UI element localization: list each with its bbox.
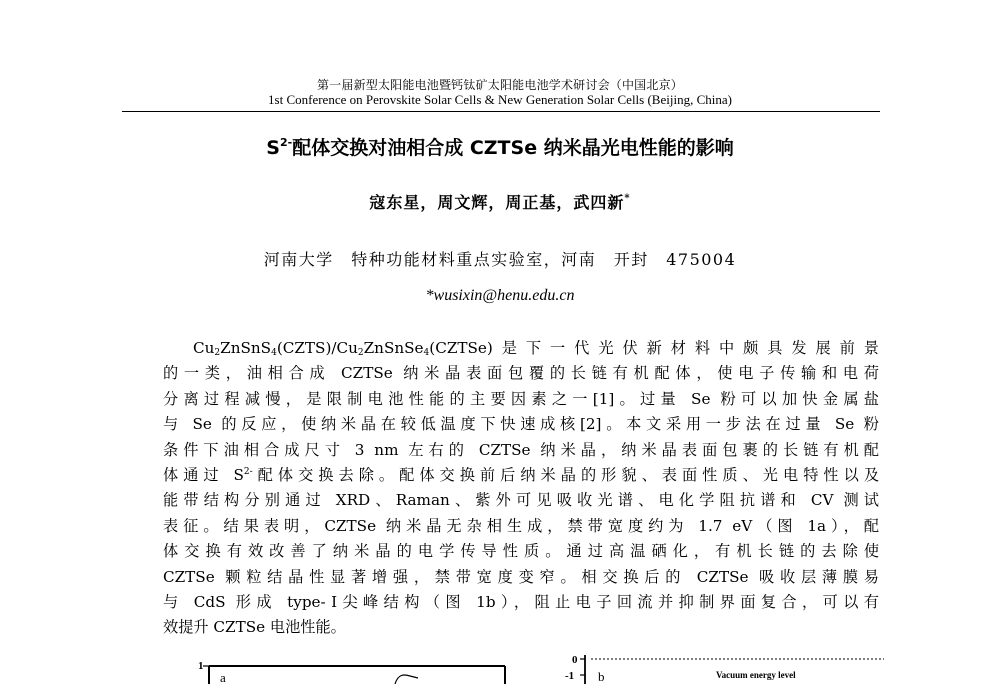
corresponding-mark: * <box>624 193 631 204</box>
abstract-line: 与 Se 的反应，使纳米晶在较低温度下快速成核[2]。本文采用一步法在过量 Se 粉 <box>163 415 879 434</box>
text-run: ZnSnSe <box>363 339 424 357</box>
figure-1a-fragment <box>190 654 510 684</box>
abstract-line <box>163 336 879 361</box>
paper-title <box>0 133 1000 160</box>
figure-a-tick-label: 1 <box>198 660 204 672</box>
figure-b-panel-label: b <box>598 669 605 684</box>
abstract-line <box>163 463 879 488</box>
text-run: (CZTS)/Cu <box>276 339 358 357</box>
figure-a-inset-curve <box>395 675 418 684</box>
affiliation: 河南大学 特种功能材料重点实验室，河南 开封 475004 <box>263 250 737 269</box>
superscript: 2- <box>243 467 253 478</box>
abstract-line: 表征。结果表明，CZTSe 纳米晶无杂相生成，禁带宽度约为 1.7 eV（图 1a），配 <box>163 516 879 535</box>
subscript: 4 <box>271 348 277 358</box>
abstract-line: 的一类，油相合成 CZTSe 纳米晶表面包覆的长链有机配体，使电子传输和电荷 <box>163 364 879 383</box>
abstract-line: 能带结构分别通过 XRD、Raman、紫外可见吸收光谱、电化学阻抗谱和 CV 测试 <box>163 491 879 510</box>
title-superscript: 2- <box>279 136 293 149</box>
header-divider <box>122 111 880 112</box>
author-names: 寇东星，周文辉，周正基，武四新 <box>369 193 625 212</box>
abstract-line: 体交换有效改善了纳米晶的电学传导性质。通过高温硒化，有机长链的去除使 <box>163 542 879 561</box>
author-list <box>0 190 1000 213</box>
text-run: 体通过 S <box>163 466 244 485</box>
figure-b-tick-minus1: -1 <box>565 670 575 682</box>
text-run: 配体交换去除。配体交换前后纳米晶的形貌、表面性质、光电特性以及 <box>252 466 880 485</box>
abstract-line: 条件下油相合成尺寸 3 nm 左右的 CZTSe 纳米晶，纳米晶表面包裹的长链有机配 <box>163 440 879 459</box>
text-run: (CZTSe)是下一代光伏新材料中颇具发展前景 <box>429 339 879 357</box>
figure-b-tick-0: 0 <box>572 654 578 666</box>
subscript: 2 <box>357 348 364 358</box>
subscript: 4 <box>423 348 430 358</box>
subscript: 2 <box>214 348 221 358</box>
figure-1b-fragment <box>558 650 888 684</box>
conference-header-cn: 第一届新型太阳能电池暨钙钛矿太阳能电池学术研讨会（中国北京） <box>316 78 683 92</box>
corresponding-email: *wusixin@henu.edu.cn <box>425 287 575 304</box>
abstract-line: 与 CdS 形成 type-Ⅰ尖峰结构（图 1b），阻止电子回流并抑制界面复合，可以有 <box>163 593 879 612</box>
abstract-line: 分离过程减慢，是限制电池性能的主要因素之一[1]。过量 Se 粉可以加快金属盐 <box>163 389 879 408</box>
abstract-body <box>163 336 879 641</box>
abstract-line: CZTSe 颗粒结晶性显著增强，禁带宽度变窄。相交换后的 CZTSe 吸收层薄膜易 <box>163 567 879 586</box>
vacuum-energy-label: Vacuum energy level <box>716 670 796 680</box>
figure-a-panel-label: a <box>220 670 226 684</box>
abstract-line: 效提升 CZTSe 电池性能。 <box>163 618 346 637</box>
text-run: Cu <box>193 339 215 357</box>
title-prefix: S <box>266 137 280 159</box>
text-run: ZnSnS <box>220 339 272 357</box>
conference-header-en: 1st Conference on Perovskite Solar Cells & New Generation Solar Cells (Beijing, China) <box>268 92 732 107</box>
title-rest: 配体交换对油相合成 CZTSe 纳米晶光电性能的影响 <box>292 137 734 159</box>
